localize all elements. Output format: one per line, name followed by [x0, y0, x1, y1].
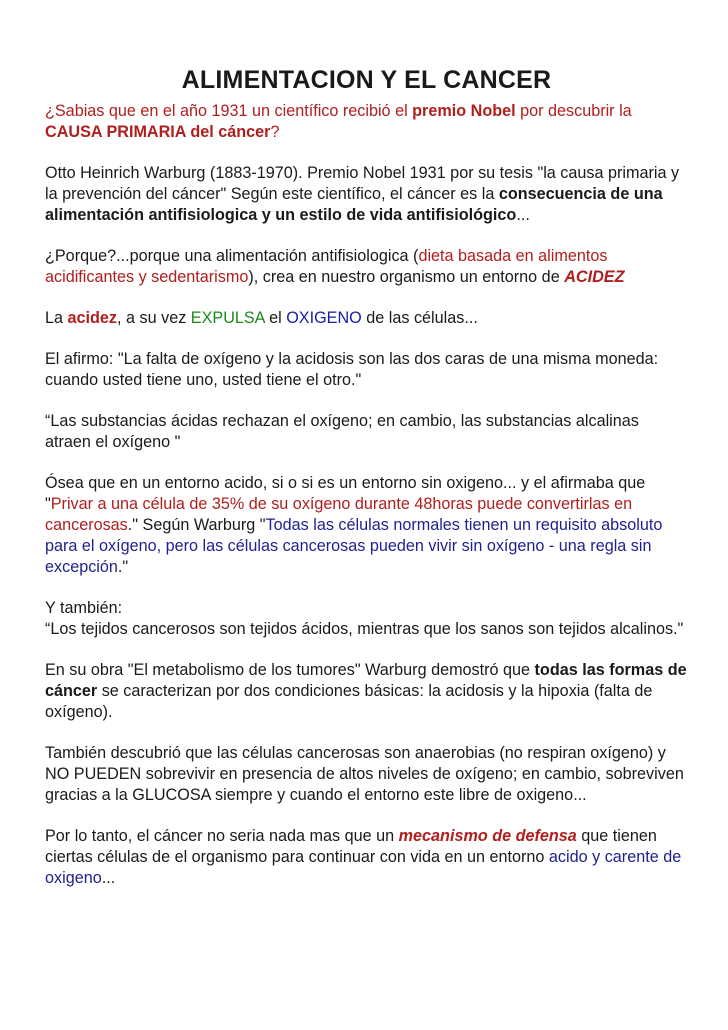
osea-text-3: .": [117, 558, 129, 576]
acidez-text: La: [45, 309, 68, 327]
osea-text-2: ." Según Warburg ": [127, 516, 266, 534]
porque-text-2: ), crea en nuestro organismo un entorno de: [248, 268, 565, 286]
page-title: ALIMENTACION Y EL CANCER: [181, 66, 552, 94]
acidez-highlight: ACIDEZ: [564, 268, 625, 286]
paragraph-nobel-intro: [45, 101, 688, 143]
conclusion-text-2: que tienen ciertas células de el organismo para continuar con vida en un entorno: [45, 827, 657, 866]
tejidos-quote: “Los tejidos cancerosos son tejidos ácidos, mientras que los sanos son tejidos alcalinos.": [45, 620, 684, 638]
intro-text-2: por descubrir la: [515, 102, 632, 120]
paragraph-warburg: [45, 163, 688, 226]
obra-text: En su obra "El metabolismo de los tumores" Warburg demostró que: [45, 661, 535, 679]
warburg-ellipsis: ...: [516, 206, 530, 224]
paragraph-porque: [45, 246, 688, 288]
conclusion-text: Por lo tanto, el cáncer no seria nada mas que un: [45, 827, 399, 845]
dieta-highlight: dieta basada en alimentos acidificantes y sedentarismo: [45, 247, 608, 286]
oxigeno-word: OXIGENO: [286, 309, 362, 327]
paragraph-tambien: [45, 598, 688, 640]
causa-primaria-highlight: CAUSA PRIMARIA del cáncer: [45, 123, 271, 141]
paragraph-anaerobias: También descubrió que las células cancerosas son anaerobias (no respiran oxígeno) y NO PUEDEN sobrevivir en presencia de altos niveles de oxígeno; en cambio, sobreviven gracias a la GLUCOSA siempre y cuando el entorno este libre de oxigeno...: [45, 744, 684, 804]
paragraph-obra: [45, 660, 688, 723]
paragraph-substancias: “Las substancias ácidas rechazan el oxígeno; en cambio, las substancias alcalinas atraen el oxígeno ": [45, 412, 639, 451]
acidez-text-2: , a su vez: [117, 309, 191, 327]
intro-question-mark: ?: [270, 123, 280, 141]
acidez-word: acidez: [67, 309, 118, 327]
acidez-text-3: el: [264, 309, 287, 327]
porque-text: ¿Porque?...porque una alimentación antifisiologica (: [45, 247, 419, 265]
osea-text: Ósea que en un entorno acido, si o si es un entorno sin oxigeno... y el afirmaba que ": [45, 474, 646, 513]
warburg-text: Otto Heinrich Warburg (1883-1970). Premio Nobel 1931 por su tesis "la causa primaria y la prevención del cáncer" Según este científico, el cáncer es la: [45, 164, 680, 203]
conclusion-ellipsis: ...: [101, 869, 116, 887]
premio-nobel-highlight: premio Nobel: [412, 102, 516, 120]
mecanismo-highlight: mecanismo de defensa: [398, 827, 577, 845]
expulsa-word: EXPULSA: [190, 309, 265, 327]
intro-text: ¿Sabias que en el año 1931 un científico recibió el: [45, 102, 413, 120]
paragraph-afirmo: El afirmo: "La falta de oxígeno y la acidosis son las dos caras de una misma moneda: cuando usted tiene uno, usted tiene el otro.": [45, 350, 659, 389]
privar-quote: Privar a una célula de 35% de su oxígeno durante 48horas puede convertirlas en cancerosas: [45, 495, 633, 534]
paragraph-osea: [45, 473, 688, 578]
acidez-text-4: de las células...: [361, 309, 478, 327]
todas-formas-highlight: todas las formas de cáncer: [45, 661, 687, 700]
paragraph-acidez: [45, 308, 688, 329]
acido-carente-highlight: acido y carente de oxigeno: [45, 848, 682, 887]
todas-celulas-quote: Todas las células normales tienen un requisito absoluto para el oxígeno, pero las células cancerosas pueden vivir sin oxígeno - una regla sin excepción: [45, 516, 663, 576]
obra-text-2: se caracterizan por dos condiciones básicas: la acidosis y la hipoxia (falta de oxígeno).: [45, 682, 653, 721]
consecuencia-highlight: consecuencia de una alimentación antifisiologica y un estilo de vida antifisiológico: [45, 185, 663, 224]
paragraph-conclusion: [45, 826, 688, 889]
tambien-line: Y también:: [45, 599, 123, 617]
